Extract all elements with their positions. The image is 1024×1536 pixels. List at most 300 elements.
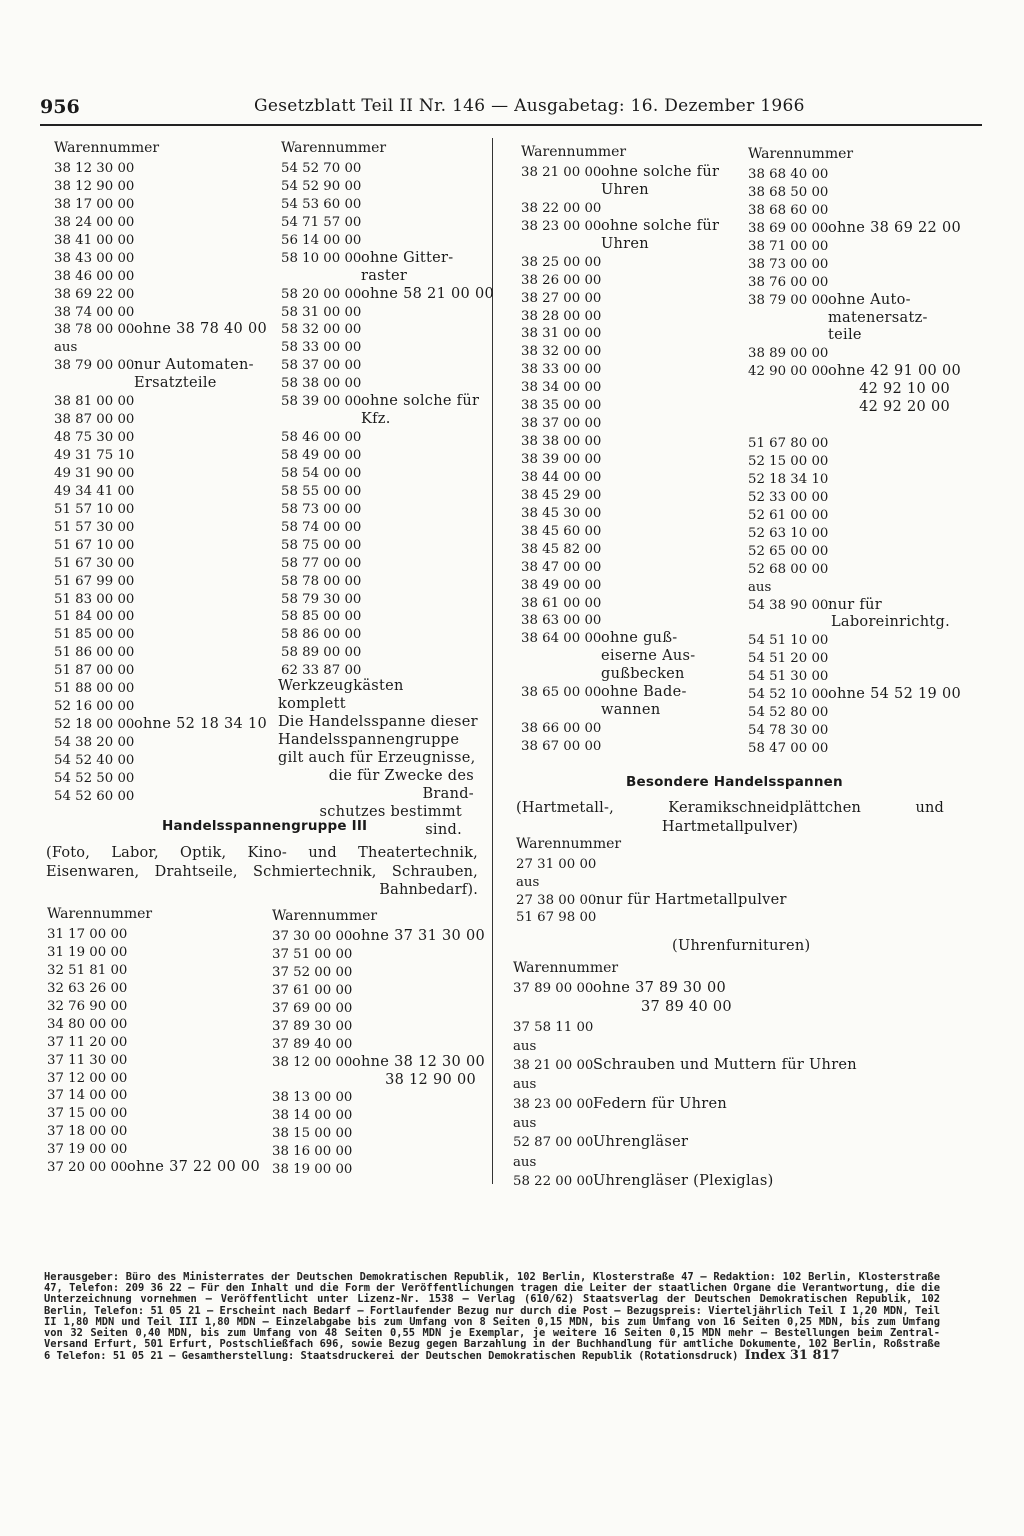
warennummer: 38 74 00 00 xyxy=(54,304,135,320)
list-item xyxy=(516,856,946,874)
warennummer: 62 33 87 00 xyxy=(281,663,362,679)
list-item xyxy=(54,716,268,734)
warennummer: 37 18 00 00 xyxy=(47,1124,128,1140)
warennummer: 38 28 00 00 xyxy=(521,308,602,324)
warennummer: 38 45 29 00 xyxy=(521,487,602,503)
header-title: Gesetzblatt Teil II Nr. 146 — Ausgabetag: 16. Dezember 1966 xyxy=(254,96,805,116)
list-item xyxy=(748,453,950,471)
item-note: Federn für Uhren xyxy=(593,1095,728,1112)
warennummer: 37 11 30 00 xyxy=(47,1052,128,1068)
list-item xyxy=(521,684,733,702)
note-line: gilt auch für Erzeugnisse, xyxy=(278,750,476,766)
warennummer: 58 31 00 00 xyxy=(281,304,362,320)
list-item xyxy=(281,573,487,591)
item-note: ohne Auto- xyxy=(828,291,911,308)
warennummer: 38 23 00 00 xyxy=(513,1096,594,1112)
warennummer: 38 78 00 00 xyxy=(54,322,135,338)
warennummer: 52 15 00 00 xyxy=(748,454,829,469)
warennummer: 38 68 40 00 xyxy=(748,167,829,182)
warennummer: 38 87 00 00 xyxy=(54,412,135,428)
warennummer: 51 57 30 00 xyxy=(54,519,135,535)
warennummer: 38 21 00 00 xyxy=(521,165,602,180)
warennummer: 38 13 00 00 xyxy=(272,1090,353,1106)
page-number: 956 xyxy=(40,96,80,118)
list-item xyxy=(54,680,264,698)
warennummer: 58 73 00 00 xyxy=(281,501,362,517)
list-item xyxy=(513,999,953,1018)
warennummer: 49 31 90 00 xyxy=(54,465,135,481)
warennummer: 51 88 00 00 xyxy=(54,681,135,697)
list-item xyxy=(281,321,487,339)
warennummer: 37 19 00 00 xyxy=(47,1142,128,1158)
list-item xyxy=(521,397,733,415)
warennummer: 37 30 00 00 xyxy=(272,929,353,944)
item-note: Uhren xyxy=(601,235,649,252)
list-item xyxy=(54,573,264,591)
warennummer: 58 47 00 00 xyxy=(748,741,829,756)
warennummer: 38 12 30 00 xyxy=(54,161,135,176)
warennummer: 58 39 00 00 xyxy=(281,394,362,410)
warennummer: 38 66 00 00 xyxy=(521,721,602,737)
warennummer: 37 69 00 00 xyxy=(272,1000,353,1016)
list-item xyxy=(54,591,264,609)
warennummer: 38 45 30 00 xyxy=(521,505,602,521)
warennummer: 48 75 30 00 xyxy=(54,430,135,446)
warennummer: 38 15 00 00 xyxy=(272,1126,353,1142)
list-item xyxy=(748,614,950,632)
warennummer: 52 87 00 00 xyxy=(513,1135,594,1151)
warennummer: aus xyxy=(748,579,772,595)
warennummer: 58 86 00 00 xyxy=(281,627,362,643)
list-item xyxy=(521,559,733,577)
item-note: raster xyxy=(361,267,408,284)
warennummer: 54 52 90 00 xyxy=(281,178,362,194)
list-item xyxy=(281,429,487,447)
list-item xyxy=(521,595,733,613)
list-item xyxy=(281,519,487,537)
list-item xyxy=(54,268,264,286)
item-note: Kfz. xyxy=(361,411,391,428)
warennummer: 38 27 00 00 xyxy=(521,290,602,306)
list-item xyxy=(521,523,733,541)
list-item xyxy=(521,254,733,272)
list-item xyxy=(513,1154,953,1173)
warennummer: 51 67 30 00 xyxy=(54,555,135,571)
warennummer: 54 52 70 00 xyxy=(281,161,362,176)
page-header xyxy=(40,96,980,126)
list-item xyxy=(748,363,962,381)
list-item xyxy=(54,698,264,716)
warennummer: 38 61 00 00 xyxy=(521,595,602,611)
column-heading: Warennummer xyxy=(516,836,622,852)
list-item xyxy=(281,250,487,268)
item-note: ohne 37 31 30 00 xyxy=(352,928,486,944)
warennummer: 38 23 00 00 xyxy=(521,218,602,234)
warennummer: 37 20 00 00 xyxy=(47,1160,128,1176)
warennummer: 38 25 00 00 xyxy=(521,254,602,270)
list-item xyxy=(748,310,950,328)
item-note: gußbecken xyxy=(601,666,685,683)
warennummer: 52 18 34 10 xyxy=(748,471,829,487)
warennummer: aus xyxy=(513,1077,537,1093)
list-item xyxy=(281,626,487,644)
warennummer: 51 67 80 00 xyxy=(748,436,829,452)
list-item xyxy=(281,304,487,322)
list-item xyxy=(748,202,950,220)
list-item xyxy=(521,469,733,487)
note-line: die für Zwecke des Brand- xyxy=(328,768,474,802)
list-item xyxy=(281,501,487,519)
item-note: 42 92 20 00 xyxy=(859,399,950,416)
list-item xyxy=(54,608,264,626)
item-note: nur für Hartmetallpulver xyxy=(596,891,787,908)
warennummer: 32 51 81 00 xyxy=(47,962,128,978)
item-note: 37 89 40 00 xyxy=(641,999,732,1016)
warennummer: 54 52 40 00 xyxy=(54,752,135,768)
imprint xyxy=(44,1272,940,1363)
list-item xyxy=(54,214,264,232)
warennummer: 54 52 10 00 xyxy=(748,687,829,703)
item-note: matenersatz- xyxy=(828,309,928,326)
list-item xyxy=(516,874,946,892)
warennummer: 52 61 00 00 xyxy=(748,507,829,523)
warennummer: 38 89 00 00 xyxy=(748,346,829,362)
list-item xyxy=(516,909,946,927)
list-item xyxy=(54,501,264,519)
warennummer: 51 57 10 00 xyxy=(54,501,135,517)
list-item xyxy=(521,648,733,666)
warennummer: 38 68 50 00 xyxy=(748,184,829,200)
list-item xyxy=(54,304,264,322)
list-item xyxy=(272,964,476,982)
item-note: ohne solche für xyxy=(361,393,480,410)
list-item xyxy=(521,325,733,343)
list-item xyxy=(748,381,950,399)
list-item xyxy=(748,471,950,489)
item-note: wannen xyxy=(601,702,661,719)
warennummer: 58 74 00 00 xyxy=(281,519,362,535)
warennummer: 38 44 00 00 xyxy=(521,469,602,485)
warennummer: 58 78 00 00 xyxy=(281,573,362,589)
list-item xyxy=(54,465,264,483)
item-note: ohne 52 18 34 10 xyxy=(134,716,268,733)
list-item xyxy=(47,962,257,980)
list-item xyxy=(748,489,950,507)
warennummer: 58 38 00 00 xyxy=(281,376,362,392)
list-item xyxy=(54,178,264,196)
list-item xyxy=(54,196,264,214)
list-item xyxy=(521,272,733,290)
warennummer: 38 65 00 00 xyxy=(521,685,602,701)
list-item xyxy=(748,219,962,238)
list-item xyxy=(272,1018,476,1036)
list-item xyxy=(54,483,264,501)
list-item xyxy=(748,345,950,363)
list-item xyxy=(521,290,733,308)
list-item xyxy=(521,702,733,720)
warennummer: 37 12 00 00 xyxy=(47,1070,128,1086)
list-item xyxy=(281,285,495,304)
warennummer: 58 33 00 00 xyxy=(281,340,362,356)
warennummer: 38 21 00 00 xyxy=(513,1058,594,1074)
warennummer: 52 63 10 00 xyxy=(748,525,829,541)
column-heading: Warennummer xyxy=(748,146,854,162)
note-line: Die Handelsspanne dieser xyxy=(278,714,478,730)
warennummer: 37 14 00 00 xyxy=(47,1088,128,1104)
list-item xyxy=(272,1053,486,1072)
item-note: Schrauben und Muttern für Uhren xyxy=(593,1057,857,1074)
list-item xyxy=(281,465,487,483)
warennummer: 51 84 00 00 xyxy=(54,609,135,625)
list-item xyxy=(281,196,487,214)
warennummer: 38 31 00 00 xyxy=(521,326,602,342)
list-item xyxy=(272,928,486,946)
list-item xyxy=(54,555,264,573)
item-note: ohne 38 69 22 00 xyxy=(828,219,962,236)
list-item xyxy=(54,393,264,411)
warennummer: 38 63 00 00 xyxy=(521,613,602,629)
note-line: Werkzeugkästen xyxy=(278,678,404,694)
list-item xyxy=(281,483,487,501)
warennummer: 54 52 80 00 xyxy=(748,705,829,721)
warennummer: 38 69 00 00 xyxy=(748,220,829,236)
item-note: Uhrengläser xyxy=(593,1134,689,1151)
list-item xyxy=(521,361,733,379)
warennummer: 38 49 00 00 xyxy=(521,577,602,593)
warennummer: 37 11 20 00 xyxy=(47,1034,128,1050)
list-item xyxy=(748,740,950,758)
header-rule xyxy=(40,124,982,126)
list-item xyxy=(748,292,950,310)
list-item xyxy=(281,375,487,393)
special-subtitle-2: (Uhrenfurnituren) xyxy=(672,938,811,954)
warennummer: 49 31 75 10 xyxy=(54,448,135,463)
warennummer: aus xyxy=(516,874,540,890)
warennummer: 52 16 00 00 xyxy=(54,699,135,715)
list-item xyxy=(513,1115,953,1134)
item-note: ohne 37 22 00 00 xyxy=(127,1159,261,1176)
list-special-1 xyxy=(516,834,946,927)
warennummer: 58 46 00 00 xyxy=(281,430,362,446)
list-item xyxy=(54,232,264,250)
warennummer: 54 38 90 00 xyxy=(748,597,829,613)
list-item xyxy=(281,447,487,465)
warennummer: 31 19 00 00 xyxy=(47,944,128,960)
group3-title: Handelsspannengruppe III xyxy=(162,818,368,834)
warennummer: 51 86 00 00 xyxy=(54,645,135,661)
list-item xyxy=(47,1123,257,1141)
list-item xyxy=(281,411,487,429)
warennummer: 38 12 90 00 xyxy=(54,178,135,194)
list-item xyxy=(272,1143,476,1161)
list-col1 xyxy=(54,138,268,806)
warennummer: 58 75 00 00 xyxy=(281,537,362,553)
list-item xyxy=(281,232,487,250)
list-item xyxy=(748,668,950,686)
list-item xyxy=(513,1134,953,1153)
list-item xyxy=(281,357,487,375)
list-item xyxy=(54,519,264,537)
warennummer: 52 68 00 00 xyxy=(748,561,829,577)
warennummer: 54 38 20 00 xyxy=(54,735,135,750)
list-item xyxy=(521,200,733,218)
warennummer: 51 83 00 00 xyxy=(54,591,135,607)
list-item xyxy=(521,308,733,326)
list-item xyxy=(748,417,950,435)
warennummer: 58 37 00 00 xyxy=(281,358,362,374)
warennummer: 38 71 00 00 xyxy=(748,238,829,254)
warennummer: 38 33 00 00 xyxy=(521,362,602,378)
list-item xyxy=(513,1019,953,1038)
item-note: eiserne Aus- xyxy=(601,648,696,665)
item-note: ohne Bade- xyxy=(601,684,687,701)
warennummer: 58 32 00 00 xyxy=(281,322,362,338)
list-item xyxy=(54,447,264,465)
column-heading: Warennummer xyxy=(47,906,153,922)
warennummer: 38 43 00 00 xyxy=(54,250,135,266)
list-col2 xyxy=(281,138,495,680)
list-item xyxy=(513,1038,953,1057)
list-col4 xyxy=(748,144,962,758)
list-item xyxy=(281,339,487,357)
list-item xyxy=(521,720,733,738)
list-item xyxy=(521,164,733,182)
special-title: Besondere Handelsspannen xyxy=(626,774,843,790)
list-item xyxy=(748,327,950,345)
item-note: 38 12 90 00 xyxy=(385,1071,476,1088)
list-item xyxy=(54,662,264,680)
list-item xyxy=(47,998,257,1016)
warennummer: 38 69 22 00 xyxy=(54,286,135,302)
list-item xyxy=(281,178,487,196)
list-item xyxy=(748,166,950,184)
list-item xyxy=(513,1173,953,1192)
list-item xyxy=(748,399,950,417)
warennummer: 58 79 30 00 xyxy=(281,591,362,607)
list-item xyxy=(54,339,264,357)
list-item xyxy=(748,543,950,561)
warennummer: 52 33 00 00 xyxy=(748,489,829,505)
list-item xyxy=(47,1159,261,1177)
list-item xyxy=(521,487,733,505)
warennummer: 49 34 41 00 xyxy=(54,483,135,499)
list-item xyxy=(521,541,733,559)
warennummer: 38 16 00 00 xyxy=(272,1144,353,1160)
warennummer: 38 38 00 00 xyxy=(521,434,602,450)
item-note: teile xyxy=(828,327,862,344)
list-item xyxy=(281,608,487,626)
list-item xyxy=(54,734,264,752)
warennummer: 54 71 57 00 xyxy=(281,214,362,230)
warennummer: 32 76 90 00 xyxy=(47,998,128,1014)
list-item xyxy=(521,218,733,236)
warennummer: 37 61 00 00 xyxy=(272,982,353,998)
list-item xyxy=(748,256,950,274)
warennummer: 38 26 00 00 xyxy=(521,272,602,288)
warennummer: 58 49 00 00 xyxy=(281,448,362,463)
list-item xyxy=(748,722,950,740)
warennummer: 51 67 98 00 xyxy=(516,910,597,926)
list-item xyxy=(748,704,950,722)
warennummer: 58 77 00 00 xyxy=(281,555,362,571)
list-special-2 xyxy=(513,958,953,1192)
item-note: nur Automaten- xyxy=(134,357,254,374)
warennummer: 27 38 00 00 xyxy=(516,892,597,908)
warennummer: 38 32 00 00 xyxy=(521,344,602,360)
special-subtitle-1: (Hartmetall-, Keramikschneidplättchen und Hartmetallpulver) xyxy=(516,800,944,835)
item-note: ohne 42 91 00 00 xyxy=(828,363,962,380)
list-item xyxy=(521,182,733,200)
warennummer: 38 73 00 00 xyxy=(748,256,829,272)
list-item xyxy=(521,505,733,523)
warennummer: 38 45 82 00 xyxy=(521,541,602,557)
warennummer: 51 67 10 00 xyxy=(54,537,135,553)
list-item xyxy=(47,1087,257,1105)
list-item xyxy=(272,1089,476,1107)
warennummer: 58 22 00 00 xyxy=(513,1173,594,1189)
item-note: ohne guß- xyxy=(601,630,678,647)
list-item xyxy=(54,429,264,447)
warennummer: 37 52 00 00 xyxy=(272,964,353,980)
list-item xyxy=(748,579,950,597)
warennummer: 32 63 26 00 xyxy=(47,980,128,996)
index-number: Index 31 817 xyxy=(744,1348,840,1364)
list-item xyxy=(281,555,487,573)
warennummer: 37 15 00 00 xyxy=(47,1106,128,1122)
item-note: ohne solche für xyxy=(601,217,720,234)
list-item xyxy=(54,375,264,393)
list-item xyxy=(47,980,257,998)
group3-description: (Foto, Labor, Optik, Kino- und Theatertechnik, Eisenwaren, Drahtseile, Schmiertechnik, Schrauben, Bahnbedarf). xyxy=(46,845,478,898)
column-heading: Warennummer xyxy=(513,960,619,976)
note-line: schutzes bestimmt sind. xyxy=(319,804,462,838)
list-item xyxy=(272,1000,476,1018)
warennummer: 37 89 00 00 xyxy=(513,981,594,996)
list-item xyxy=(272,1161,476,1179)
note-line: Handelsspannengruppe xyxy=(278,732,460,748)
warennummer: 38 24 00 00 xyxy=(54,214,135,230)
warennummer: 58 85 00 00 xyxy=(281,609,362,625)
imprint-text: Herausgeber: Büro des Ministerrates der Deutschen Demokratischen Republik, 102 Berlin, Klosterstraße 47 — Redaktion: 102 Berlin, Klosterstraße 47, Telefon: 209 36 22 — Für den Inhalt und die Form der Veröffentlichungen tragen die Leiter der staatlichen Organe die Verantwortung, die die Unterzeichnung vornehmen — Veröffentlicht unter Lizenz-Nr. 1538 — Verlag (610/62) Staatsverlag der Deutschen Demokratischen Republik, 102 Berlin, Telefon: 51 05 21 — Erscheint nach Bedarf — Fortlaufender Bezug nur durch die Post — Bezugspreis: Vierteljährlich Teil I 1,20 MDN, Teil II 1,80 MDN und Teil III 1,80 MDN — Einzelabgabe bis zum Umfang von 8 Seiten 0,15 MDN, bis zum Umfang von 16 Seiten 0,25 MDN, bis zum Umfang von 32 Seiten 0,40 MDN, bis zum Umfang von 48 Seiten 0,55 MDN je Exemplar, je weitere 16 Seiten 0,15 MDN mehr — Bestellungen beim Zentral-Versand Erfurt, 501 Erfurt, Postschließfach 696, sowie Bezug gegen Barzahlung in der Buchhandlung für amtliche Dokumente, 102 Berlin, Roßstraße 6 Telefon: 51 05 21 — Gesamtherstellung: Staatsdruckerei der Deutschen Demokratischen Republik (Rotationsdruck) xyxy=(44,1271,940,1363)
list-item xyxy=(516,892,946,910)
list-item xyxy=(272,946,476,964)
list-item xyxy=(54,321,268,339)
list-item xyxy=(748,184,950,202)
warennummer: 38 41 00 00 xyxy=(54,232,135,248)
list-item xyxy=(281,393,487,411)
warennummer: 38 39 00 00 xyxy=(521,452,602,467)
warennummer: 38 76 00 00 xyxy=(748,274,829,290)
warennummer: aus xyxy=(54,340,78,356)
warennummer: 38 14 00 00 xyxy=(272,1108,353,1124)
list-item xyxy=(272,1036,476,1054)
list-item xyxy=(521,415,733,433)
list-item xyxy=(521,630,733,648)
list-item xyxy=(513,1096,953,1115)
list-item xyxy=(281,268,487,286)
warennummer: 52 65 00 00 xyxy=(748,543,829,559)
item-note: nur für xyxy=(828,596,882,613)
warennummer: 54 78 30 00 xyxy=(748,723,829,739)
warennummer: 38 22 00 00 xyxy=(521,200,602,216)
warennummer: 27 31 00 00 xyxy=(516,857,597,872)
list-item xyxy=(521,236,733,254)
item-note: ohne 38 12 30 00 xyxy=(352,1053,486,1070)
list-item xyxy=(47,1016,257,1034)
list-item xyxy=(748,507,950,525)
warennummer: 38 35 00 00 xyxy=(521,398,602,414)
warennummer: 38 79 00 00 xyxy=(54,358,135,374)
